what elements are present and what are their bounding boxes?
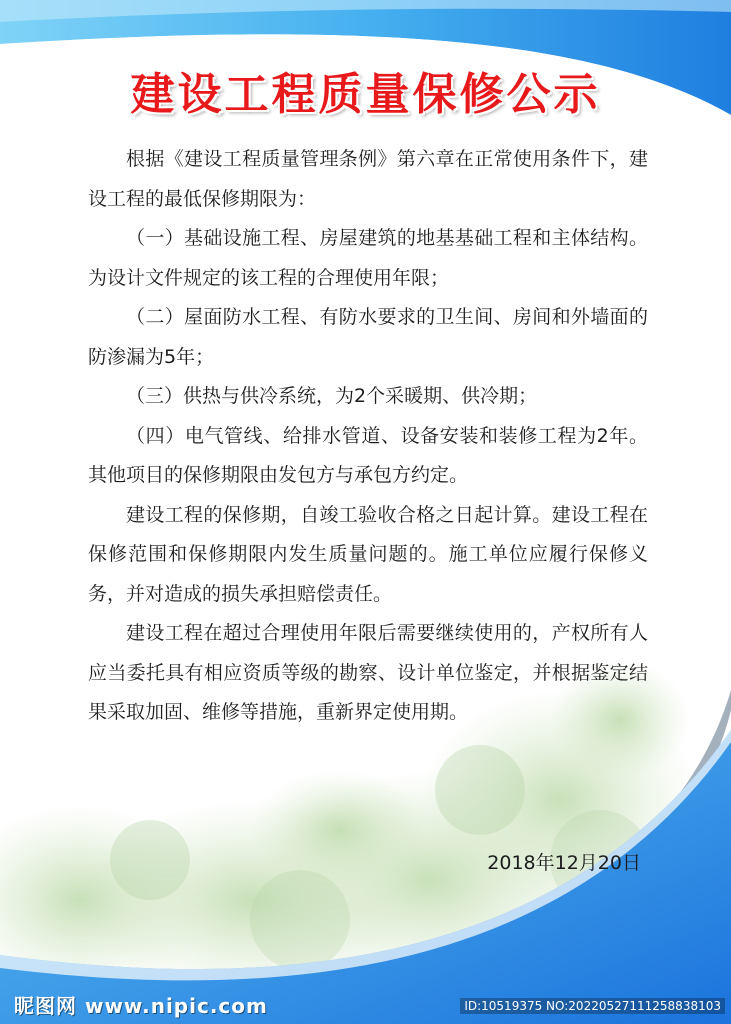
intro-paragraph: 根据《建设工程质量管理条例》第六章在正常使用条件下，建设工程的最低保修期限为： — [88, 148, 648, 210]
clause-4-paragraph: （四）电气管线、给排水管道、设备安装和装修工程为2年。其他项目的保修期限由发包方与承包方约定。 — [88, 424, 648, 486]
clause-2-paragraph: （二）屋面防水工程、有防水要求的卫生间、房间和外墙面的防渗漏为5年； — [88, 306, 648, 368]
clause-3-paragraph: （三）供热与供冷系统，为2个采暖期、供冷期； — [126, 385, 538, 407]
site-watermark: 昵图网 www.nipic.com — [14, 994, 268, 1018]
warranty-start-paragraph: 建设工程的保修期，自竣工验收合格之日起计算。建设工程在保修范围和保修期限内发生质量问题的。施工单位应履行保修义务，并对造成的损失承担赔偿责任。 — [88, 503, 648, 605]
clause-1-paragraph: （一）基础设施工程、房屋建筑的地基基础工程和主体结构。为设计文件规定的该工程的合理使用年限； — [88, 227, 648, 289]
notice-body — [88, 140, 648, 733]
extended-use-paragraph: 建设工程在超过合理使用年限后需要继续使用的，产权所有人应当委托具有相应资质等级的勘察、设计单位鉴定，并根据鉴定结果采取加固、维修等措施，重新界定使用期。 — [88, 622, 648, 723]
notice-date: 2018年12月20日 — [487, 852, 641, 874]
page-title: 建设工程质量保修公示 — [130, 69, 601, 120]
image-id-watermark: ID:10519375 NO:20220527111258838103 — [460, 998, 725, 1014]
